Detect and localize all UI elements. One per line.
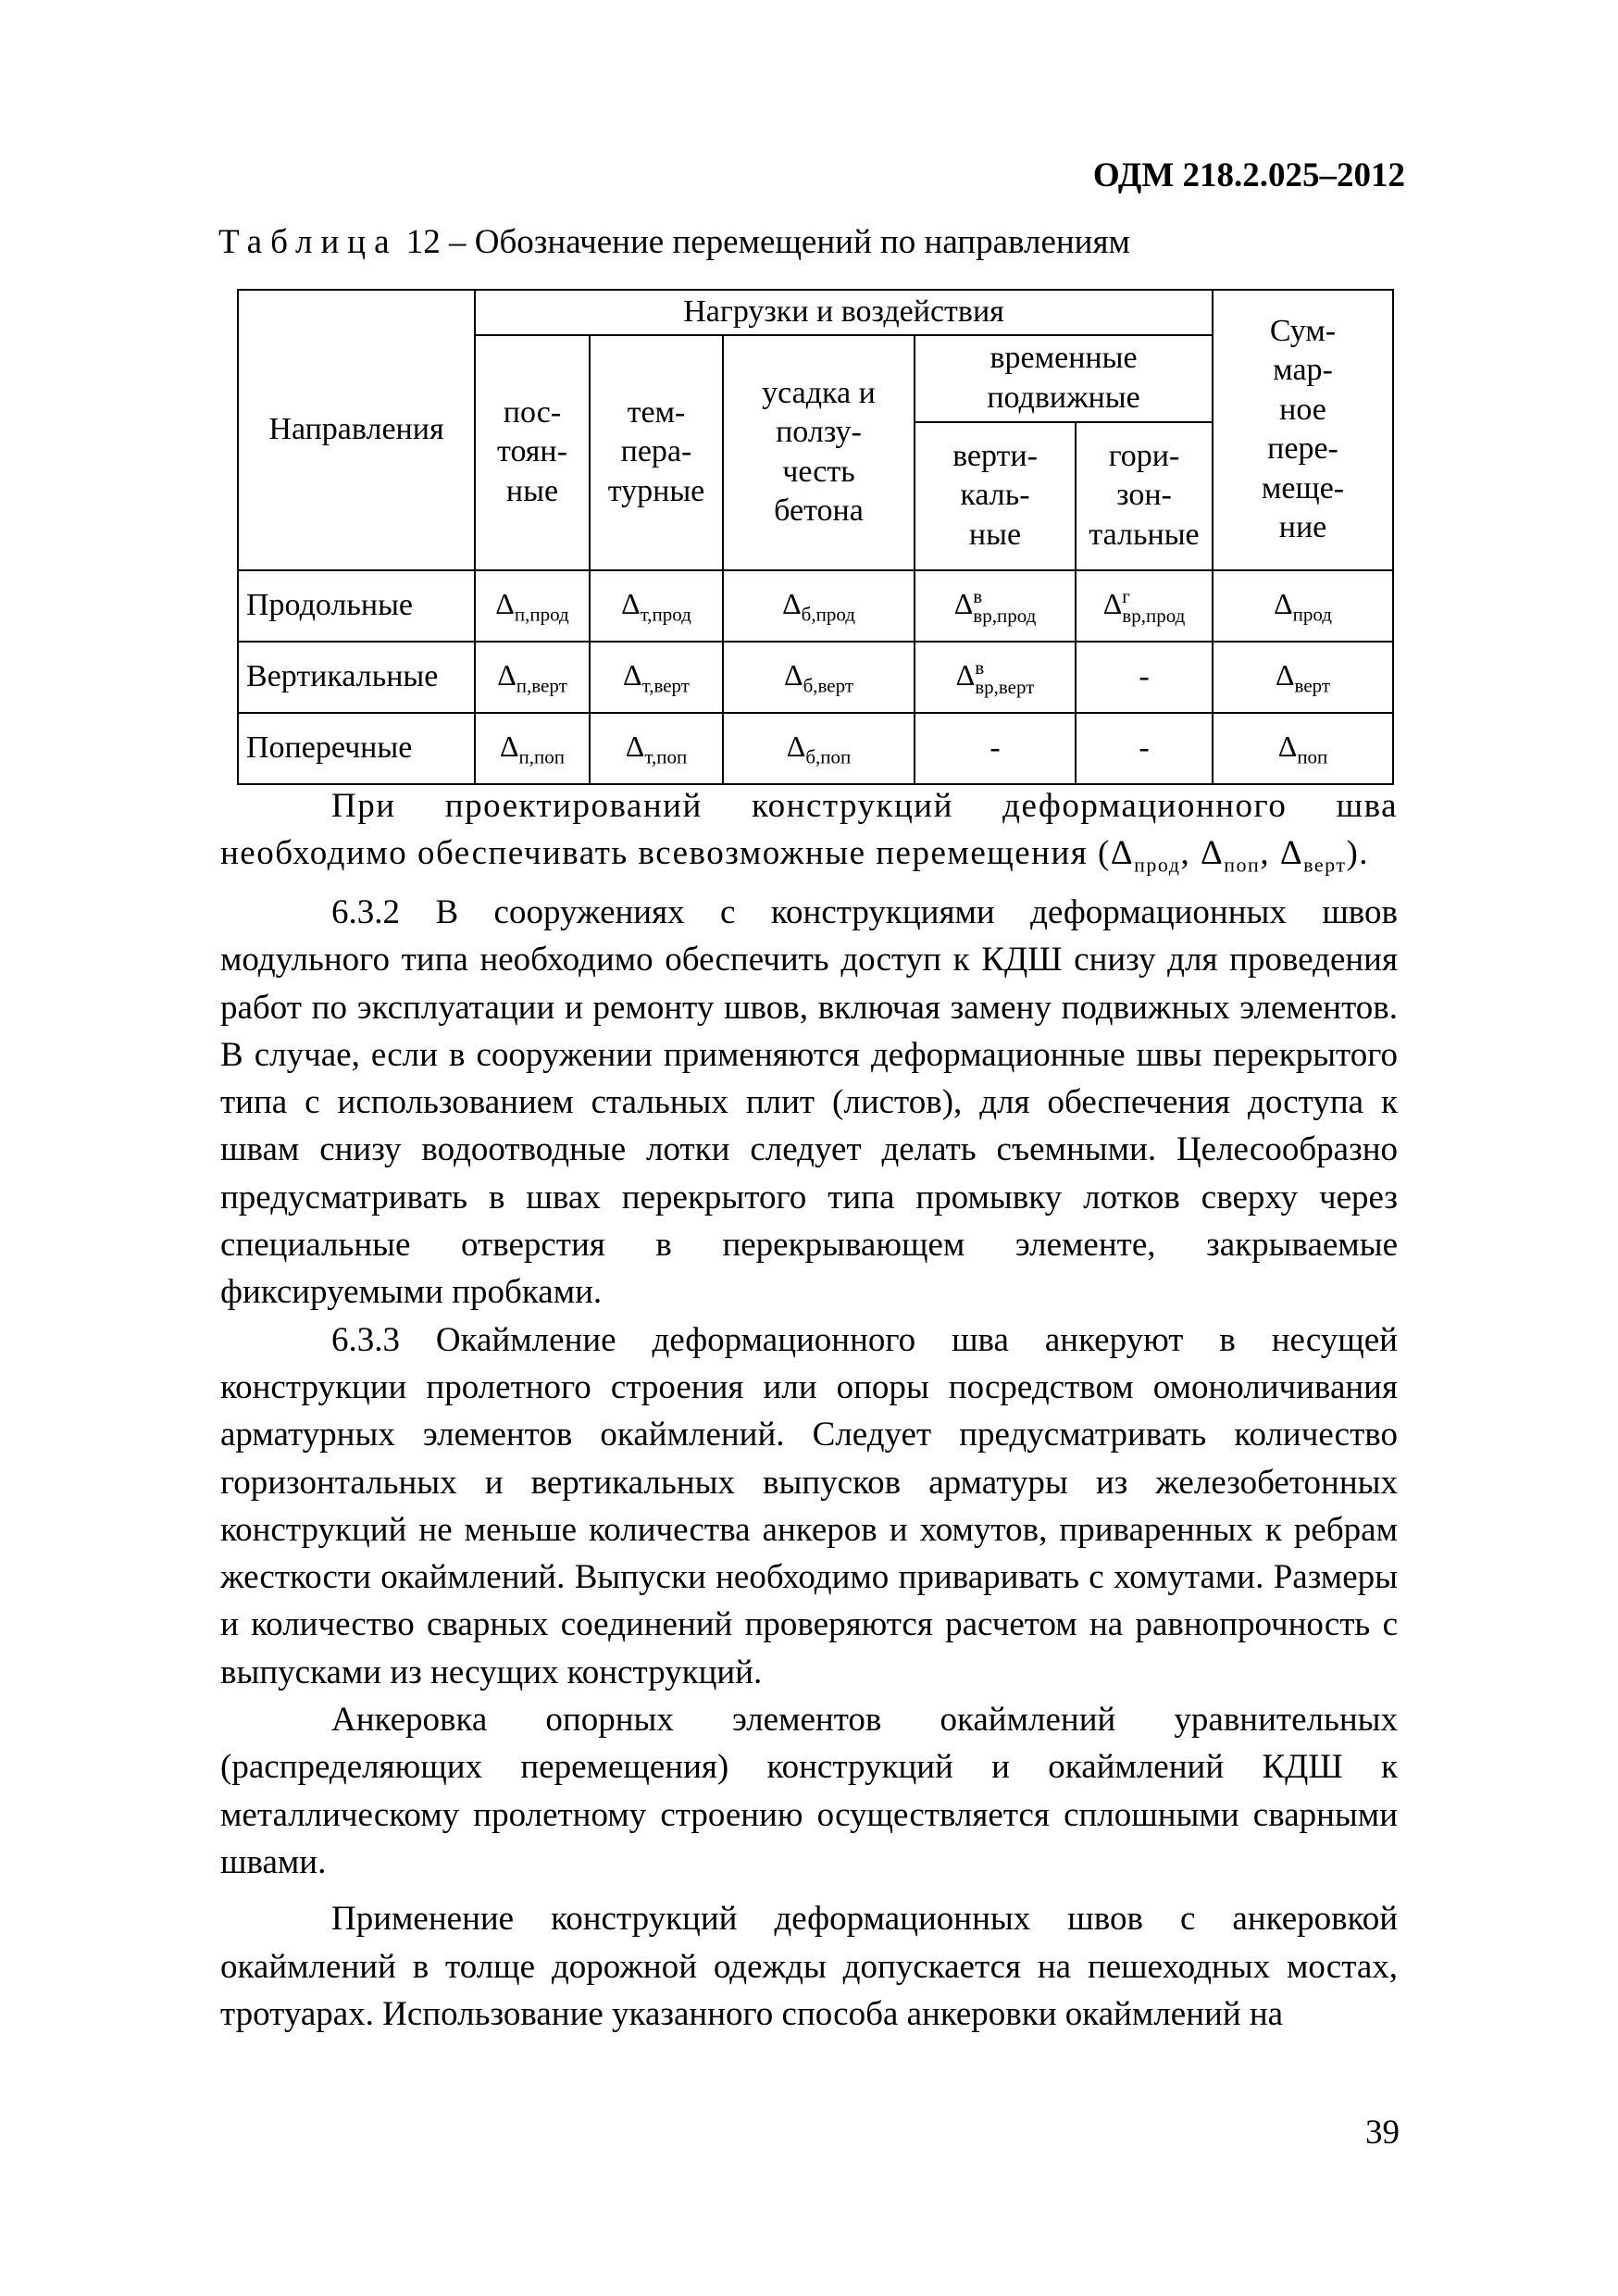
cell-shr <box>723 570 915 642</box>
symbol-subscript: б,поп <box>805 745 852 768</box>
symbol-subscript: п,поп <box>518 745 566 768</box>
header-horizontal: гори- зон- тальные <box>1076 422 1213 570</box>
cell-total <box>1213 570 1393 642</box>
displacement-symbol <box>955 656 1035 699</box>
symbol-base: Δ <box>1274 586 1293 620</box>
paragraph-1-end: ). <box>1346 834 1370 873</box>
cell-total <box>1213 713 1393 784</box>
header-vertical: верти- каль- ные <box>915 422 1076 570</box>
table-row <box>238 713 1393 784</box>
row-direction-label: Поперечные <box>238 713 475 784</box>
subscript-vert: верт <box>1303 853 1347 877</box>
displacement-symbol <box>782 586 855 626</box>
document-code: ОДМ 218.2.025–2012 <box>1092 156 1405 194</box>
symbol-subscript: б,прод <box>801 603 855 626</box>
symbol-base: Δ <box>621 586 641 620</box>
symbol-base: Δ <box>1277 729 1298 763</box>
table-caption <box>218 222 1130 262</box>
cell-perm <box>475 570 590 642</box>
cell-temp <box>590 570 723 642</box>
header-total: Сум- мар- ное пере- меще- ние <box>1213 290 1393 570</box>
cell-total <box>1213 642 1393 713</box>
symbol-base: Δ <box>955 657 976 692</box>
header-temporary-group: временные подвижные <box>915 335 1213 422</box>
table-caption-text: 12 – Обозначение перемещений по направлениям <box>405 223 1130 261</box>
symbol-base: Δ <box>782 586 802 620</box>
symbol-base: Δ <box>495 586 515 620</box>
symbol-base: Δ <box>625 729 645 763</box>
table-row <box>238 570 1393 642</box>
cell-hor: - <box>1076 642 1213 713</box>
symbol-base: Δ <box>499 729 519 763</box>
cell-perm <box>475 642 590 713</box>
symbol-subscript: т,верт <box>641 674 690 697</box>
header-directions: Направления <box>238 290 475 570</box>
symbol-superscript: г <box>1122 585 1130 608</box>
body-text <box>220 782 1398 2038</box>
subscript-prod: прод <box>1134 853 1181 877</box>
paragraph-4: Анкеровка опорных элементов окаймлений уравнительных (распределяющих перемещения) конструкций и окаймлений КДШ к металлическому пролетному строению осуществляется сплошными сварными швами. <box>220 1701 1398 1881</box>
displacement-symbol <box>495 586 569 626</box>
displacement-symbol <box>953 585 1037 628</box>
table-caption-word: Таблица <box>218 223 398 261</box>
cell-vert <box>915 642 1076 713</box>
symbol-index-stack <box>1122 587 1185 626</box>
header-permanent: пос- тоян- ные <box>475 335 590 570</box>
displacement-symbol <box>625 729 688 768</box>
displacement-symbol <box>1277 729 1328 768</box>
symbol-subscript: п,прод <box>514 603 569 626</box>
paragraph-633: 6.3.3 Окаймление деформационного шва анкеруют в несущей конструкции пролетного строения или опоры посредством омоноличивания арматурных элементов окаймлений. Следует предусматривать количество горизонтальных и вертикальных выпусков арматуры из железобетонных конструкций не меньше количества анкеров и хомутов, приваренных к ребрам жесткости окаймлений. Выпуски необходимо приваривать с хомутами. Размеры и количество сварных соединений проверяются расчетом на равнопрочность с выпусками из несущих конструкций. <box>220 1320 1398 1691</box>
symbol-subscript: верт <box>1294 674 1331 697</box>
symbol-index-stack <box>975 658 1034 697</box>
displacement-symbol <box>1274 586 1332 626</box>
symbol-base: Δ <box>783 657 803 692</box>
paragraph-1 <box>220 782 1398 889</box>
subscript-pop: поп <box>1224 853 1261 877</box>
paragraph-5: Применение конструкций деформационных швов с анкеровкой окаймлений в толще дорожной одежды допускается на пешеходных мостах, тротуарах. Использование указанного способа анкеровки окаймлений на <box>220 1900 1398 2033</box>
symbol-subscript: б,верт <box>803 674 854 697</box>
symbol-subscript: вр,верт <box>975 676 1035 699</box>
row-direction-label: Вертикальные <box>238 642 475 713</box>
cell-vert: - <box>915 713 1076 784</box>
paragraph-632: 6.3.2 В сооружениях с конструкциями деформационных швов модульного типа необходимо обеспечить доступ к КДШ снизу для проведения работ по эксплуатации и ремонту швов, включая замену подвижных элементов. В случае, если в сооружении применяются деформационные швы перекрытого типа с использованием стальных плит (листов), для обеспечения доступа к швам снизу водоотводные лотки следует делать съемными. Целесообразно предусматривать в швах перекрытого типа промывку лотков сверху через специальные отверстия в перекрывающем элементе, закрываемые фиксируемыми пробками. <box>220 892 1398 1312</box>
symbol-subscript: прод <box>1292 603 1332 626</box>
symbol-subscript: вр,прод <box>1122 605 1186 628</box>
cell-shr <box>723 642 915 713</box>
symbol-superscript: в <box>973 585 983 608</box>
symbol-superscript: в <box>975 656 985 680</box>
displacement-table <box>237 289 1394 785</box>
symbol-base: Δ <box>1275 657 1295 692</box>
symbol-subscript: п,верт <box>516 674 567 697</box>
table-body <box>238 570 1393 784</box>
symbol-base: Δ <box>623 657 642 692</box>
symbol-base: Δ <box>497 657 517 692</box>
displacement-symbol <box>623 657 690 697</box>
cell-vert <box>915 570 1076 642</box>
symbol-subscript: вр,прод <box>973 605 1037 628</box>
symbol-base: Δ <box>953 586 974 620</box>
displacement-symbol <box>1102 585 1186 628</box>
header-shrinkage: усадка и ползу- честь бетона <box>723 335 915 570</box>
cell-temp <box>590 642 723 713</box>
paragraph-1-sep2: , Δ <box>1260 834 1304 873</box>
symbol-base: Δ <box>786 729 806 763</box>
symbol-subscript: т,прод <box>640 603 691 626</box>
header-temperature: тем- пера- турные <box>590 335 723 570</box>
table-row <box>238 642 1393 713</box>
symbol-index-stack <box>973 587 1036 626</box>
row-direction-label: Продольные <box>238 570 475 642</box>
displacement-symbol <box>783 657 854 697</box>
symbol-subscript: поп <box>1297 745 1328 768</box>
displacement-symbol <box>497 657 567 697</box>
cell-hor <box>1076 570 1213 642</box>
symbol-subscript: т,поп <box>644 745 688 768</box>
cell-temp <box>590 713 723 784</box>
cell-hor: - <box>1076 713 1213 784</box>
cell-shr <box>723 713 915 784</box>
displacement-symbol <box>621 586 691 626</box>
paragraph-1-text: При проектирований конструкций деформационного шва необходимо обеспечивать всевозможные перемещения (Δ <box>220 787 1398 873</box>
displacement-symbol <box>786 729 852 768</box>
symbol-base: Δ <box>1102 586 1123 620</box>
header-loads-group: Нагрузки и воздействия <box>475 290 1213 335</box>
displacement-symbol <box>1275 657 1331 697</box>
page-number: 39 <box>1365 2114 1400 2152</box>
displacement-symbol <box>499 729 566 768</box>
cell-perm <box>475 713 590 784</box>
paragraph-1-sep1: , Δ <box>1180 834 1225 873</box>
